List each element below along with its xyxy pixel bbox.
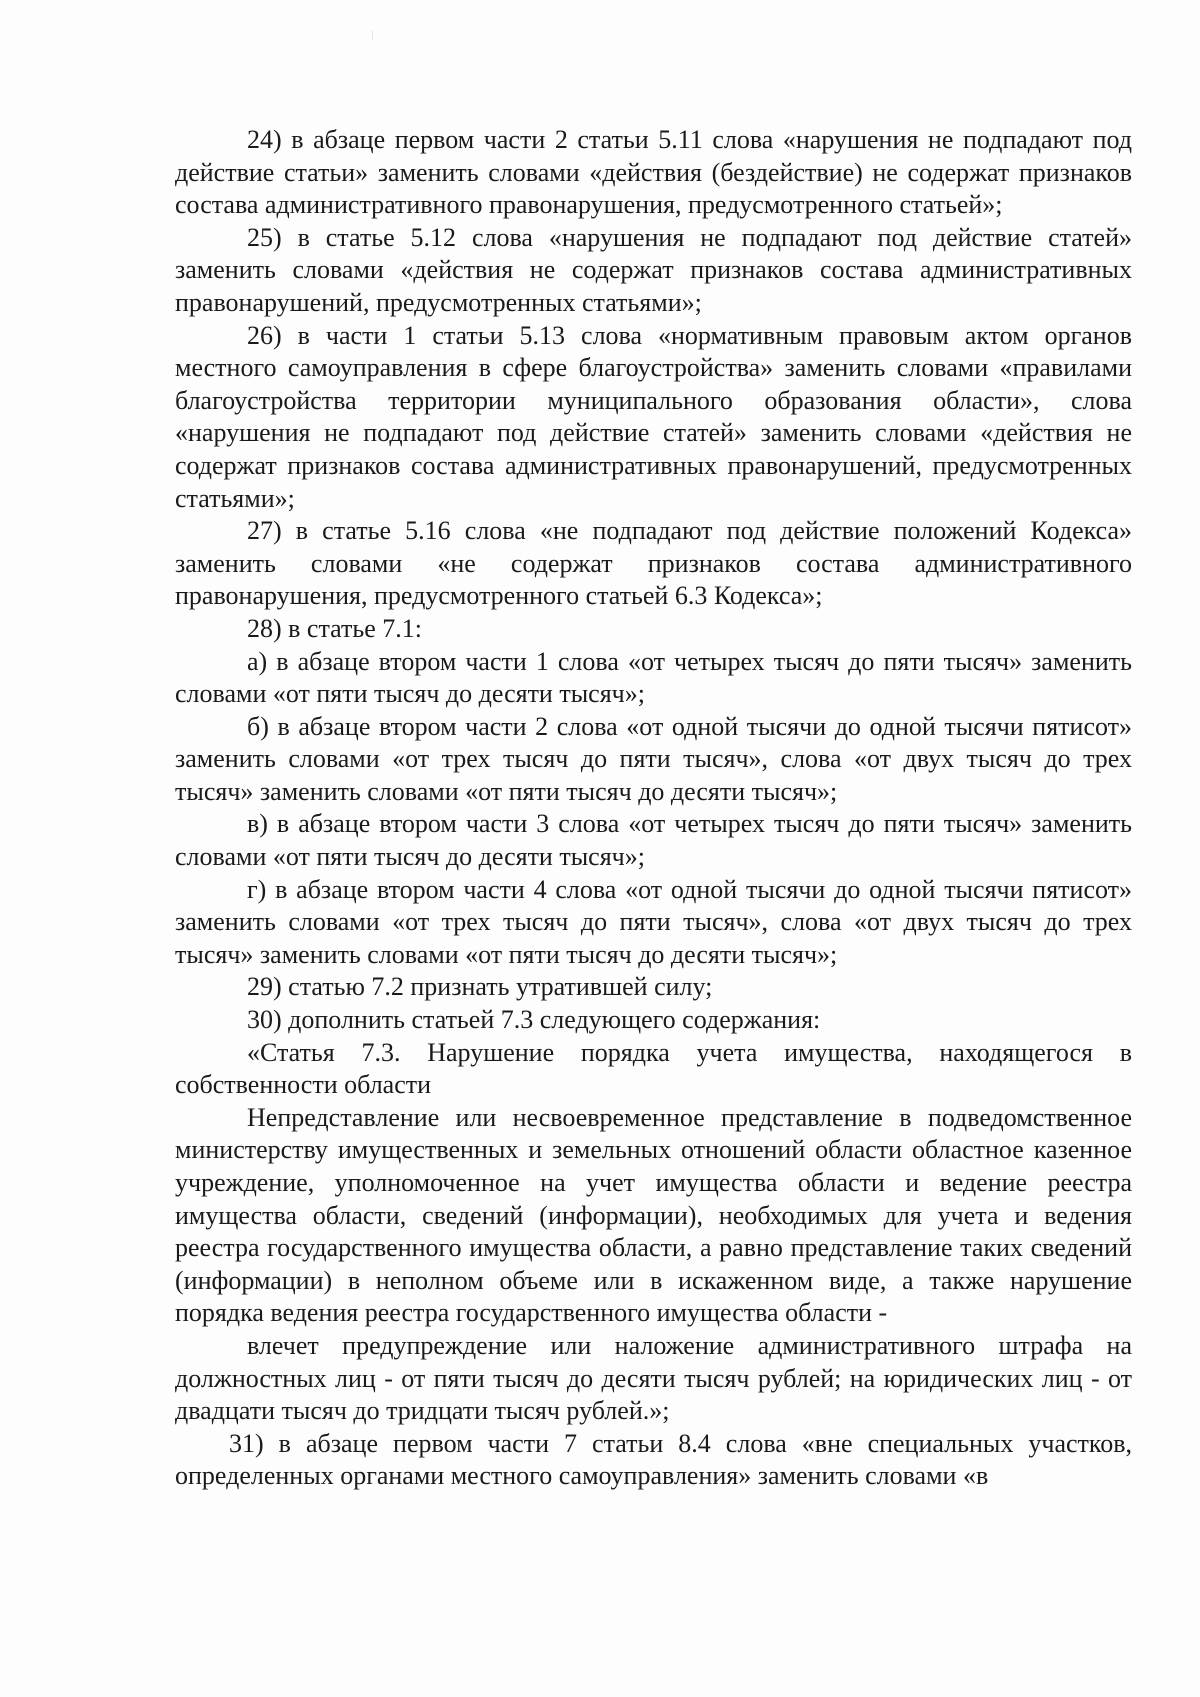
paragraph-30: 30) дополнить статьей 7.3 следующего содержания:: [247, 1005, 821, 1035]
paragraph-27: 27) в статье 5.16 слова «не подпадают под действие положений Кодекса» заменить словами «не содержат признаков состава административного правонарушения, предусмотренного статьей 6.3 Кодекса»;: [175, 516, 1132, 611]
paragraph-26: 26) в части 1 статьи 5.13 слова «нормативным правовым актом органов местного самоуправления в сфере благоустройства» заменить словами «правилами благоустройства территории муниципального образования области», слова «нарушения не подпадают под действие статей» заменить словами «действия не содержат признаков состава административных правонарушений, предусмотренных статьями»;: [175, 320, 1132, 513]
paragraph-28: 28) в статье 7.1:: [247, 613, 423, 643]
article-7-3-sanction: влечет предупреждение или наложение административного штрафа на должностных лиц - от пяти тысяч до десяти тысяч рублей; на юридических лиц - от двадцати тысяч до тридцати тысяч рублей.»;: [175, 1330, 1132, 1426]
document-body: [175, 124, 1132, 1493]
paragraph-28-a: а) в абзаце втором части 1 слова «от четырех тысяч до пяти тысяч» заменить словами «от пяти тысяч до десяти тысяч»;: [175, 646, 1132, 709]
paragraph-24: 24) в абзаце первом части 2 статьи 5.11 слова «нарушения не подпадают под действие статьи» заменить словами «действия (бездействие) не содержат признаков состава административного правонарушения, предусмотренного статьей»;: [175, 125, 1132, 220]
scan-mark: [372, 30, 373, 40]
paragraph-28-b: б) в абзаце втором части 2 слова «от одной тысячи до одной тысячи пятисот» заменить словами «от трех тысяч до пяти тысяч», слова «от двух тысяч до трех тысяч» заменить словами «от пяти тысяч до десяти тысяч»;: [175, 711, 1132, 806]
paragraph-28-g: г) в абзаце втором части 4 слова «от одной тысячи до одной тысячи пятисот» заменить словами «от трех тысяч до пяти тысяч», слова «от двух тысяч до трех тысяч» заменить словами «от пяти тысяч до десяти тысяч»;: [175, 874, 1132, 969]
paragraph-25: 25) в статье 5.12 слова «нарушения не подпадают под действие статей» заменить словами «действия не содержат признаков состава административных правонарушений, предусмотренных статьями»;: [175, 222, 1132, 317]
paragraph-31: 31) в абзаце первом части 7 статьи 8.4 слова «вне специальных участков, определенных органами местного самоуправления» заменить словами «в: [175, 1428, 1132, 1491]
paragraph-29: 29) статью 7.2 признать утратившей силу;: [247, 972, 713, 1002]
article-7-3-title: «Статья 7.3. Нарушение порядка учета имущества, находящегося в собственности области: [175, 1037, 1132, 1100]
paragraph-28-v: в) в абзаце втором части 3 слова «от четырех тысяч до пяти тысяч» заменить словами «от пяти тысяч до десяти тысяч»;: [175, 809, 1132, 872]
article-7-3-disposition: Непредставление или несвоевременное представление в подведомственное министерству имущественных и земельных отношений области областное казенное учреждение, уполномоченное на учет имущества области и ведение реестра имущества области, сведений (информации), необходимых для учета и ведения реестра государственного имущества области, а равно представление таких сведений (информации) в неполном объеме или в искаженном виде, а также нарушение порядка ведения реестра государственного имущества области -: [175, 1102, 1132, 1328]
